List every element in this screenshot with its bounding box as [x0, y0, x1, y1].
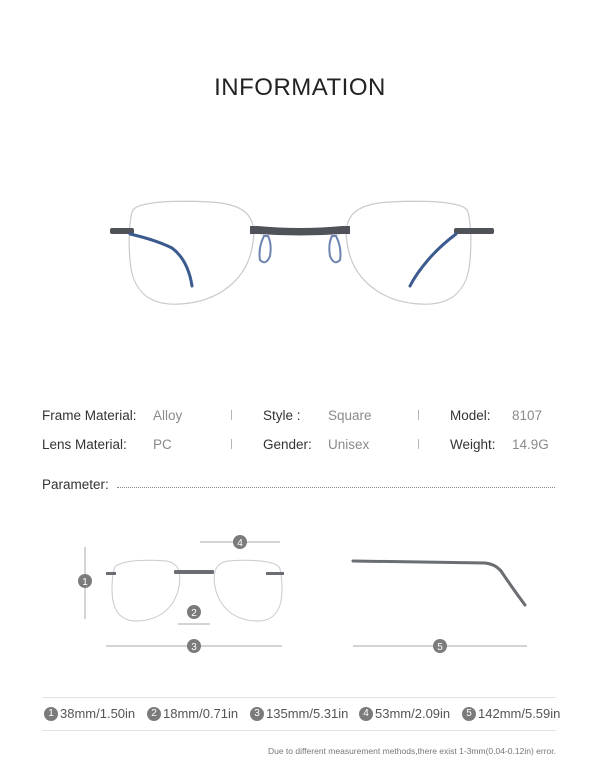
- measurement-item: [44, 706, 135, 721]
- right-end-piece: [454, 228, 494, 234]
- measurement-text: 53mm/2.09in: [375, 706, 451, 721]
- front-view-diagram: [70, 525, 290, 665]
- diagram-bridge: [174, 570, 214, 574]
- measurement-item: [462, 706, 560, 721]
- diagram-left-end: [106, 572, 116, 575]
- left-temple: [130, 234, 192, 286]
- badge-2-number: 2: [191, 608, 197, 619]
- measurement-number-badge: 1: [44, 707, 58, 721]
- diagram-right-lens: [214, 560, 282, 621]
- right-lens: [346, 201, 471, 304]
- diagram-right-end: [266, 572, 284, 575]
- diagram-left-lens: [112, 560, 180, 621]
- parameter-label: Parameter:: [42, 477, 109, 492]
- right-nose-pad: [329, 236, 340, 262]
- separator: [418, 410, 419, 420]
- measurement-number-badge: 3: [250, 707, 264, 721]
- side-view-diagram: [345, 545, 535, 665]
- glasses-product-image: [100, 190, 500, 320]
- frame-material-value: Alloy: [153, 408, 183, 423]
- badge-4-number: 4: [237, 538, 243, 549]
- measurement-item: [359, 706, 450, 721]
- diagram-temple: [353, 561, 525, 605]
- weight-value: 14.9G: [512, 437, 549, 452]
- page-title: INFORMATION: [214, 74, 386, 101]
- measurement-number-badge: 2: [147, 707, 161, 721]
- measurement-number-badge: 4: [359, 707, 373, 721]
- measurements-bottom-rule: [42, 730, 556, 731]
- model-label: Model:: [450, 408, 491, 423]
- lens-material-label: Lens Material:: [42, 437, 127, 452]
- left-lens: [129, 201, 254, 304]
- weight-label: Weight:: [450, 437, 496, 452]
- measurement-text: 38mm/1.50in: [60, 706, 136, 721]
- disclaimer-text: Due to different measurement methods,there exist 1-3mm(0.04-0.12in) error.: [267, 746, 556, 756]
- measurement-item: [250, 706, 348, 721]
- measurement-text: 142mm/5.59in: [478, 706, 561, 721]
- badge-5-number: 5: [437, 642, 443, 653]
- frame-material-label: Frame Material:: [42, 408, 137, 423]
- style-label: Style :: [263, 408, 301, 423]
- lens-material-value: PC: [153, 437, 172, 452]
- model-value: 8107: [512, 408, 543, 423]
- parameter-dotted-line: [117, 487, 555, 488]
- right-temple: [410, 234, 456, 286]
- measurement-item: [147, 706, 238, 721]
- badge-3-number: 3: [191, 642, 197, 653]
- badge-1-number: 1: [82, 577, 88, 588]
- measurement-text: 18mm/0.71in: [163, 706, 239, 721]
- style-value: Square: [328, 408, 372, 423]
- separator: [231, 410, 232, 420]
- measurement-text: 135mm/5.31in: [266, 706, 349, 721]
- measurement-number-badge: 5: [462, 707, 476, 721]
- left-nose-pad: [260, 236, 271, 262]
- gender-label: Gender:: [263, 437, 312, 452]
- separator: [231, 439, 232, 449]
- separator: [418, 439, 419, 449]
- gender-value: Unisex: [328, 437, 370, 452]
- measurements-top-rule: [42, 697, 556, 698]
- bridge: [250, 226, 350, 236]
